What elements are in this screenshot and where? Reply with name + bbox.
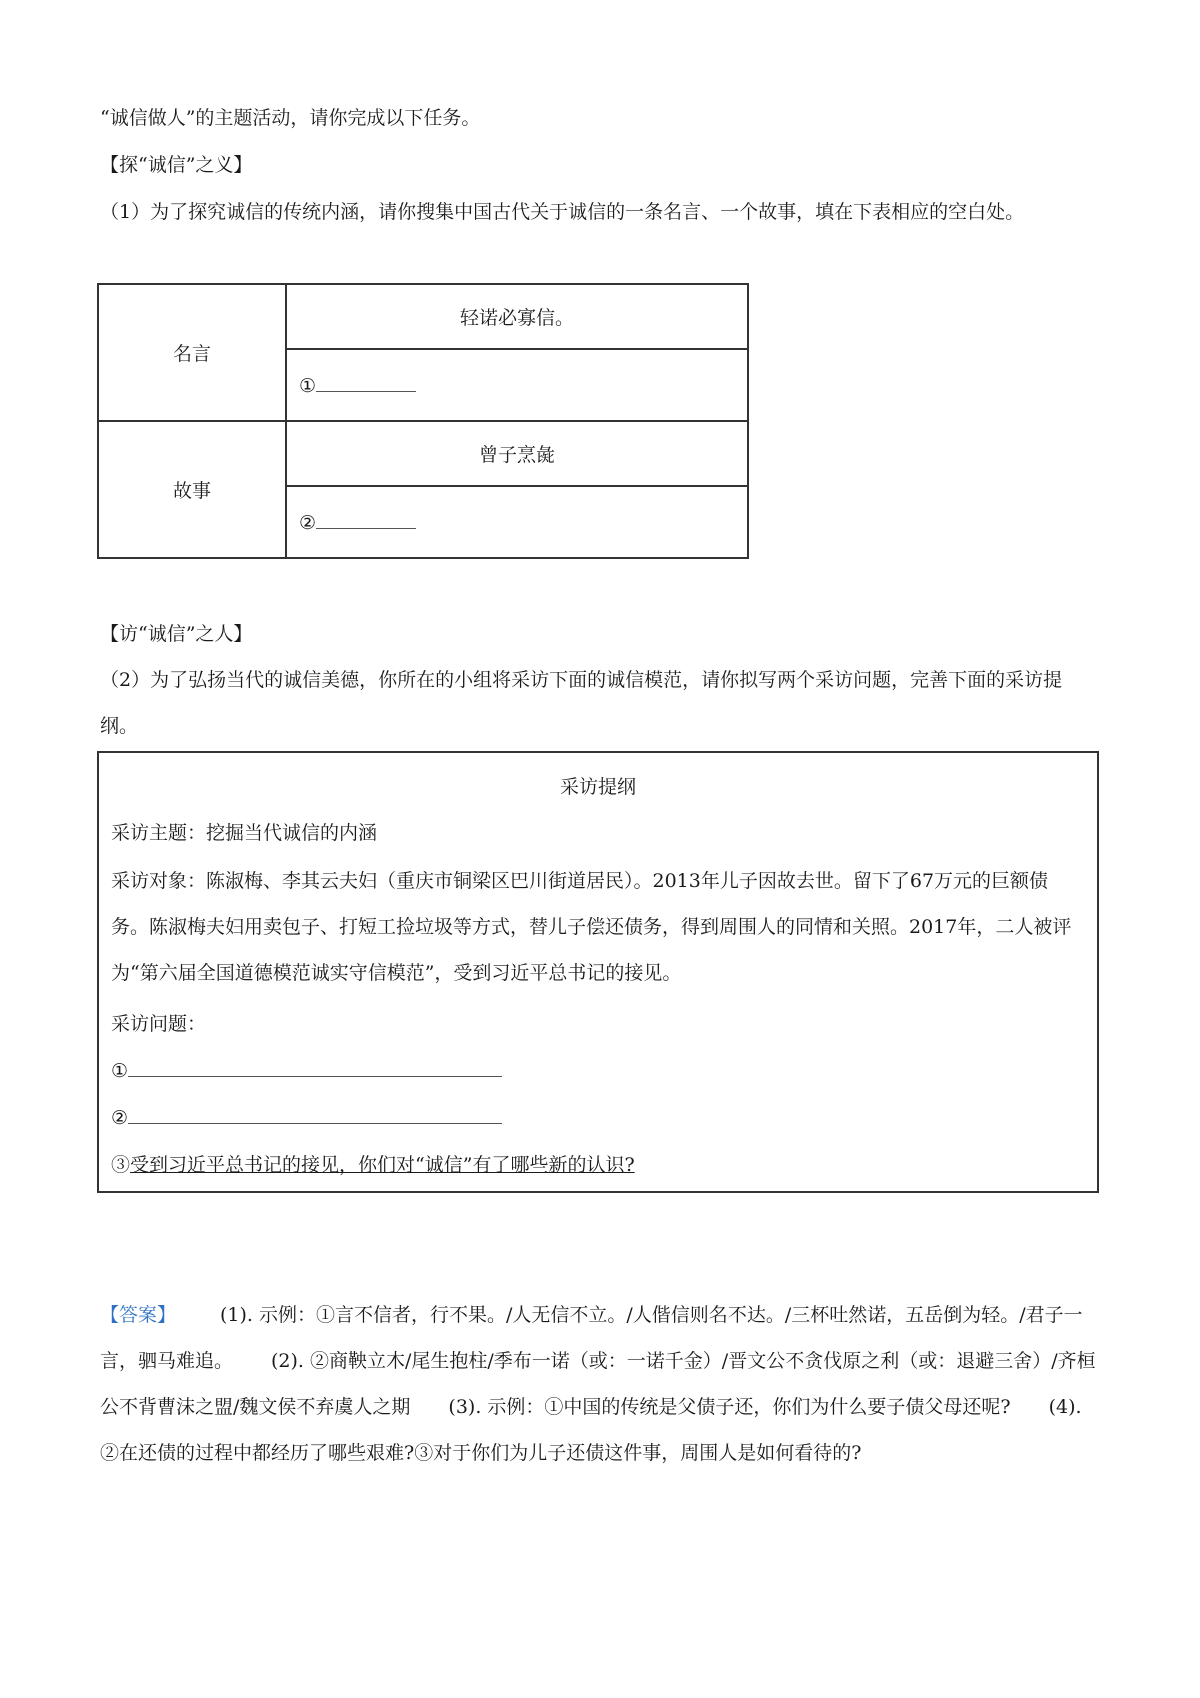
interview-question-1-line <box>111 1057 502 1085</box>
answer-block <box>100 1292 1100 1476</box>
section-heading-explore: 【探“诚信”之义】 <box>100 154 253 176</box>
question-marker-3: ③ <box>111 1154 131 1176</box>
answer-tag: 【答案】 <box>100 1304 177 1326</box>
blank-marker-1: ① <box>299 375 317 397</box>
question-2-text: （2）为了弘扬当代的诚信美德，你所在的小组将采访下面的诚信模范，请你拟写两个采访问题，完善下面的采访提纲。 <box>100 669 1063 737</box>
intro-line: “诚信做人”的主题活动，请你完成以下任务。 <box>100 107 481 129</box>
quotes-stories-table <box>97 283 749 559</box>
blank-marker-2: ② <box>299 512 317 534</box>
row-label-story: 故事 <box>98 421 286 558</box>
interview-question-1-blank[interactable] <box>128 1058 502 1077</box>
fill-blank-2[interactable] <box>316 510 416 529</box>
answer-part-3: (3). 示例：①中国的传统是父债子还，你们为什么要子债父母还呢? <box>448 1396 1011 1418</box>
quote-blank-cell[interactable] <box>286 349 748 421</box>
section-heading-interview: 【访“诚信”之人】 <box>100 623 253 645</box>
row-label-quote: 名言 <box>98 284 286 421</box>
question-1-text: （1）为了探究诚信的传统内涵，请你搜集中国古代关于诚信的一条名言、一个故事，填在下表相应的空白处。 <box>100 201 1025 223</box>
answer-part-1: (1). 示例：①言不信者，行不果。/人无信不立。/人偕信则名不达。/三杯吐然诺，五岳倒为轻。/君子一言，驷马难追。 <box>100 1304 1083 1372</box>
fill-blank-1[interactable] <box>316 373 416 392</box>
answer-part-4: (4). ②在还债的过程中都经历了哪些艰难?③对于你们为儿子还债这件事，周围人是如何看待的? <box>100 1396 1082 1464</box>
outline-questions-label: 采访问题： <box>111 1013 207 1035</box>
outline-theme: 采访主题：挖掘当代诚信的内涵 <box>111 822 378 844</box>
outline-subject: 采访对象：陈淑梅、李其云夫妇（重庆市铜梁区巴川街道居民）。2013年儿子因故去世。留下了67万元的巨额债务。陈淑梅夫妇用卖包子、打短工捡垃圾等方式，替儿子偿还债务，得到周围人的同情和关照。2017年，二人被评为“第六届全国道德模范诚实守信模范”，受到习近平总书记的接见。 <box>111 870 1072 984</box>
interview-question-2-blank[interactable] <box>128 1105 502 1124</box>
story-example: 曾子烹彘 <box>286 421 748 486</box>
quote-example: 轻诺必寡信。 <box>286 284 748 349</box>
interview-question-2-line <box>111 1104 502 1132</box>
answer-part-2: (2). ②商鞅立木/尾生抱柱/季布一诺（或：一诺千金）/晋文公不贪伐原之利（或：退避三舍）/齐桓公不背曹沫之盟/魏文侯不弃虞人之期 <box>100 1350 1096 1418</box>
interview-question-3-text: 受到习近平总书记的接见，你们对“诚信”有了哪些新的认识? <box>130 1154 635 1176</box>
outline-title: 采访提纲 <box>559 776 636 798</box>
story-blank-cell[interactable] <box>286 486 748 558</box>
question-marker-2: ② <box>111 1107 129 1129</box>
question-marker-1: ① <box>111 1060 129 1082</box>
interview-question-3-line <box>111 1151 635 1179</box>
interview-outline-box <box>97 751 1099 1193</box>
